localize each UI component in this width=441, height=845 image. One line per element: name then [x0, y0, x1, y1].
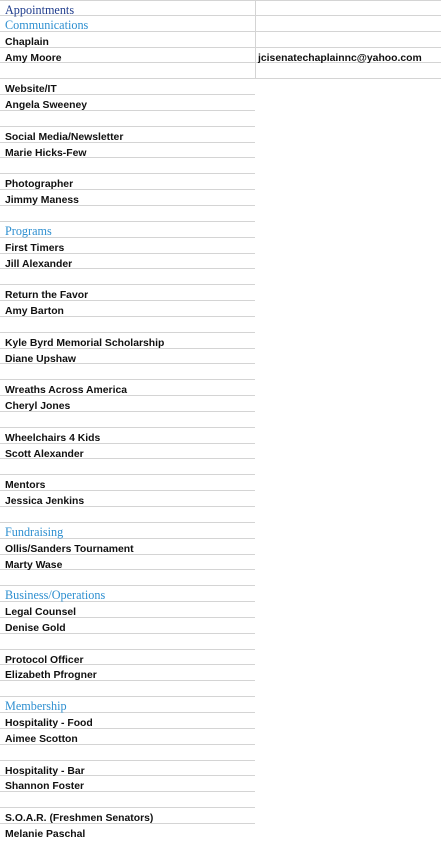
person-name: Jill Alexander — [5, 258, 73, 270]
cell[interactable] — [0, 808, 255, 824]
cell[interactable] — [0, 776, 255, 792]
cell[interactable] — [0, 491, 255, 507]
cell[interactable] — [255, 0, 441, 16]
blank-row — [0, 364, 441, 380]
cell[interactable] — [0, 16, 255, 32]
blank-row — [0, 459, 441, 475]
cell[interactable] — [0, 824, 255, 840]
cell[interactable] — [0, 317, 255, 333]
section-heading: Business/Operations — [5, 588, 106, 603]
blank-row — [0, 269, 441, 285]
cell[interactable] — [0, 254, 255, 270]
person-row — [0, 190, 441, 206]
section-heading: Fundraising — [5, 524, 64, 539]
empty-cell — [255, 79, 441, 95]
cell[interactable] — [0, 745, 255, 761]
role-row — [0, 808, 441, 824]
cell[interactable] — [0, 555, 255, 571]
cell[interactable] — [0, 269, 255, 285]
blank-row — [0, 63, 441, 79]
role-row — [0, 79, 441, 95]
cell[interactable] — [0, 634, 255, 650]
role-label: S.O.A.R. (Freshmen Senators) — [5, 813, 154, 825]
person-row — [0, 729, 441, 745]
role-label: Hospitality - Bar — [5, 765, 85, 777]
cell[interactable] — [0, 301, 255, 317]
person-row — [0, 95, 441, 111]
cell[interactable] — [255, 32, 441, 48]
title-row — [0, 0, 441, 16]
section-row — [0, 697, 441, 713]
person-name: Diane Upshaw — [5, 353, 77, 365]
person-row — [0, 555, 441, 571]
person-row — [0, 143, 441, 159]
cell[interactable] — [0, 333, 255, 349]
cell[interactable] — [0, 380, 255, 396]
role-row — [0, 380, 441, 396]
section-row — [0, 222, 441, 238]
person-name: Jessica Jenkins — [5, 496, 85, 508]
cell[interactable] — [0, 459, 255, 475]
blank-row — [0, 570, 441, 586]
person-name: Scott Alexander — [5, 448, 84, 460]
person-row — [0, 444, 441, 460]
role-row — [0, 539, 441, 555]
cell[interactable] — [0, 412, 255, 428]
person-row — [0, 665, 441, 681]
cell[interactable] — [0, 586, 255, 602]
role-label: Website/IT — [5, 84, 57, 96]
role-row — [0, 32, 441, 48]
person-name: Denise Gold — [5, 622, 66, 634]
cell[interactable] — [0, 0, 255, 16]
cell[interactable] — [0, 143, 255, 159]
person-name: Angela Sweeney — [5, 100, 88, 112]
role-label: Chaplain — [5, 36, 49, 48]
person-row — [0, 254, 441, 270]
blank-row — [0, 507, 441, 523]
person-name: Amy Moore — [5, 52, 62, 64]
cell[interactable] — [0, 190, 255, 206]
person-name: Elizabeth Pfrogner — [5, 670, 97, 682]
cell[interactable] — [0, 729, 255, 745]
cell[interactable] — [0, 48, 255, 64]
role-row — [0, 285, 441, 301]
cell[interactable] — [0, 792, 255, 808]
cell[interactable] — [255, 48, 441, 64]
cell[interactable] — [0, 697, 255, 713]
section-heading: Communications — [5, 17, 89, 32]
role-row — [0, 238, 441, 254]
role-row — [0, 713, 441, 729]
cell[interactable] — [0, 650, 255, 666]
blank-row — [0, 792, 441, 808]
role-row — [0, 174, 441, 190]
blank-row — [0, 111, 441, 127]
person-row — [0, 776, 441, 792]
cell[interactable] — [255, 63, 441, 79]
cell[interactable] — [0, 174, 255, 190]
person-name: Shannon Foster — [5, 781, 85, 793]
role-label: Return the Favor — [5, 290, 89, 302]
cell[interactable] — [0, 396, 255, 412]
role-label: Social Media/Newsletter — [5, 131, 124, 143]
contact-email: jcisenatechaplainnc@yahoo.com — [258, 52, 422, 64]
cell[interactable] — [0, 507, 255, 523]
role-label: Hospitality - Food — [5, 717, 93, 729]
person-row — [0, 491, 441, 507]
role-row — [0, 333, 441, 349]
cell[interactable] — [0, 665, 255, 681]
role-row — [0, 602, 441, 618]
cell[interactable] — [0, 602, 255, 618]
person-name: Marie Hicks-Few — [5, 147, 87, 159]
cell[interactable] — [0, 222, 255, 238]
role-label: Mentors — [5, 480, 46, 492]
cell[interactable] — [0, 428, 255, 444]
cell[interactable] — [0, 570, 255, 586]
role-row — [0, 761, 441, 777]
role-label: Wreaths Across America — [5, 385, 128, 397]
blank-row — [0, 681, 441, 697]
role-label: Protocol Officer — [5, 654, 84, 666]
person-row — [0, 396, 441, 412]
section-row — [0, 523, 441, 539]
role-row — [0, 650, 441, 666]
role-row — [0, 428, 441, 444]
cell[interactable] — [0, 444, 255, 460]
role-label: Photographer — [5, 179, 74, 191]
person-row — [0, 618, 441, 634]
cell[interactable] — [0, 539, 255, 555]
cell[interactable] — [0, 63, 255, 79]
section-row — [0, 586, 441, 602]
cell[interactable] — [0, 158, 255, 174]
cell[interactable] — [0, 681, 255, 697]
person-name: Cheryl Jones — [5, 401, 71, 413]
role-row — [0, 127, 441, 143]
cell[interactable] — [0, 349, 255, 365]
cell[interactable] — [0, 761, 255, 777]
section-row — [0, 16, 441, 32]
blank-row — [0, 158, 441, 174]
cell[interactable] — [0, 523, 255, 539]
cell[interactable] — [0, 364, 255, 380]
role-label: First Timers — [5, 242, 65, 254]
section-heading: Membership — [5, 699, 67, 714]
cell[interactable] — [255, 16, 441, 32]
cell[interactable] — [0, 238, 255, 254]
role-label: Legal Counsel — [5, 607, 77, 619]
cell[interactable] — [0, 475, 255, 491]
person-row — [0, 824, 441, 840]
blank-row — [0, 634, 441, 650]
person-name: Marty Wase — [5, 559, 63, 571]
cell[interactable] — [0, 127, 255, 143]
person-row — [0, 301, 441, 317]
person-name: Melanie Paschal — [5, 828, 86, 840]
person-name: Jimmy Maness — [5, 195, 79, 207]
blank-row — [0, 412, 441, 428]
person-row — [0, 48, 441, 64]
role-label: Wheelchairs 4 Kids — [5, 432, 101, 444]
cell[interactable] — [0, 618, 255, 634]
cell[interactable] — [0, 713, 255, 729]
cell[interactable] — [0, 285, 255, 301]
person-row — [0, 349, 441, 365]
blank-row — [0, 745, 441, 761]
cell[interactable] — [0, 79, 255, 95]
role-row — [0, 475, 441, 491]
page-title: Appointments — [5, 3, 75, 17]
section-heading: Programs — [5, 223, 52, 238]
blank-row — [0, 206, 441, 222]
role-label: Ollis/Sanders Tournament — [5, 543, 134, 555]
role-label: Kyle Byrd Memorial Scholarship — [5, 337, 165, 349]
cell[interactable] — [0, 111, 255, 127]
cell[interactable] — [0, 32, 255, 48]
cell[interactable] — [0, 206, 255, 222]
cell[interactable] — [0, 95, 255, 111]
person-name: Amy Barton — [5, 306, 64, 318]
person-name: Aimee Scotton — [5, 733, 78, 745]
blank-row — [0, 317, 441, 333]
